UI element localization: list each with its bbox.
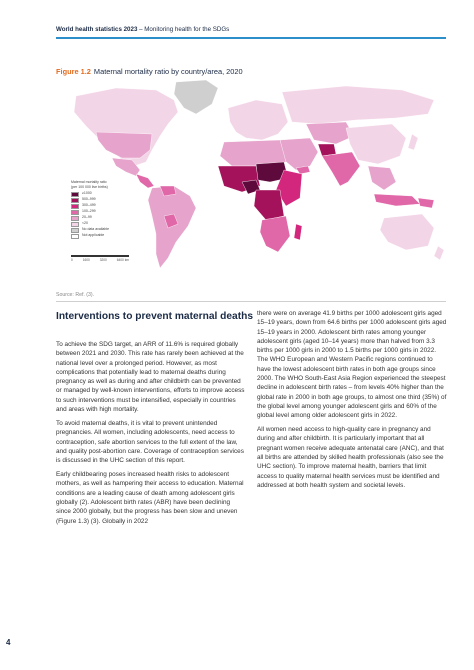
scale-label: 6400 km (116, 258, 129, 262)
map-region-afghanistan (318, 144, 336, 156)
right-column (257, 309, 447, 495)
report-title: World health statistics 2023 (56, 26, 138, 33)
page-number: 4 (6, 638, 11, 647)
legend-item (71, 233, 109, 239)
map-legend (71, 181, 109, 239)
figure-title (56, 67, 243, 76)
paragraph: To achieve the SDG target, an ARR of 11.6% is required globally between 2021 and 2030. This rate has rarely been achieved at the national level over a prolonged period. However, as most complications that potentially lead to maternal deaths during pregnancy as well as during and after childbirth can be prevented or managed by well-known interventions, efforts to improve access to such interventions must be intensified, especially in countries and areas with high mortality. (56, 341, 245, 414)
legend-swatch (71, 210, 79, 215)
running-header (0, 0, 474, 38)
map-region-north-africa (220, 140, 286, 166)
legend-label: ≥1000 (82, 191, 92, 196)
map-region-southern-africa (260, 216, 290, 252)
legend-swatch (71, 198, 79, 203)
legend-subtitle: (per 100 000 live births) (71, 185, 108, 189)
figure-divider (56, 301, 446, 302)
map-region-central-africa (254, 190, 284, 220)
map-region-central-america (136, 174, 154, 188)
header-rule (56, 37, 446, 39)
paragraph: there were on average 41.9 births per 1000 adolescent girls aged 15–19 years, down from 64.6 births per 1000 adolescent girls aged 15–19 years in 2000. Adolescent birth rates among younger adolescent girls (aged 10–14 years) more than halved from 3.3 births per 1000 girls in 2000 to 1.5 births per 1000 girls in 2022. The WHO European and Western Pacific regions continued to have the lowest adolescent birth rates in both age groups since 2000. The WHO South-East Asia Region experienced the steepest decline in adolescent birth rates – from levels 40% higher than the global rate in 2000 in both age groups, to almost one third (35%) of the global level among younger adolescent girls and 60% of the global level among older adolescent girls in 2022. (257, 310, 447, 420)
legend-swatch (71, 222, 79, 227)
legend-label: <20 (82, 221, 88, 226)
map-region-europe (228, 100, 288, 140)
legend-label: No data available (82, 227, 110, 232)
legend-swatch (71, 234, 79, 239)
map-region-usa (96, 132, 152, 158)
legend-label: 300–499 (82, 203, 96, 208)
map-region-png (418, 198, 434, 208)
world-map-svg (56, 78, 448, 274)
figure-caption: Maternal mortality ratio by country/area, 2020 (93, 67, 243, 76)
paragraph: All women need access to high-quality care in pregnancy and during and after childbirth. It is particularly important that all pregnant women receive adequate antenatal care (ANC), and that all births are attended by skilled health professionals (also see the UHC section). To improve maternal health, barriers that limit access to quality maternal health services must be identified and addressed at both health system and societal levels. (257, 426, 444, 489)
legend-title: Maternal mortality ratio (71, 180, 107, 184)
report-subtitle: Monitoring health for the SDGs (144, 26, 230, 33)
legend-swatch (71, 228, 79, 233)
map-region-middle-east (280, 138, 318, 170)
map-region-south-america (148, 186, 196, 268)
section-heading: Interventions to prevent maternal deaths (56, 311, 254, 322)
map-scale-bar (71, 255, 129, 262)
map-region-madagascar (294, 224, 302, 240)
scale-label: 1600 (82, 258, 90, 262)
map-region-new-zealand (434, 246, 444, 260)
scale-bar-graphic (71, 255, 129, 257)
scale-label: 3200 (99, 258, 107, 262)
figure-source: Source: Ref. (3). (56, 292, 95, 298)
world-map (56, 78, 448, 274)
map-region-southeast-asia (368, 166, 396, 190)
map-region-indonesia (374, 194, 420, 206)
map-region-greenland (174, 80, 218, 114)
legend-swatch (71, 204, 79, 209)
legend-label: Not applicable (82, 233, 105, 238)
figure-number: Figure 1.2 (56, 67, 91, 76)
map-region-south-asia (322, 152, 360, 186)
map-region-australia (380, 214, 434, 250)
paragraph: To avoid maternal deaths, it is vital to prevent unintended pregnancies. All women, including adolescents, need access to contraception, safe abortion services to the full extent of the law, and quality post-abortion care. Coverage of contraception services is discussed in the UHC section of this report. (56, 419, 244, 465)
legend-label: 500–999 (82, 197, 96, 202)
legend-swatch (71, 192, 79, 197)
scale-label: 0 (71, 258, 73, 262)
legend-label: 100–299 (82, 209, 96, 214)
map-region-russia (282, 86, 434, 124)
map-region-central-asia (306, 122, 354, 144)
legend-swatch (71, 216, 79, 221)
running-header-text: World health statistics 2023 – Monitoring health for the SDGs (56, 26, 230, 33)
legend-label: 20–99 (82, 215, 92, 220)
map-region-japan (408, 134, 418, 150)
paragraph: Early childbearing poses increased health risks to adolescent mothers, as well as hampering their access to education. Maternal conditions are a leading cause of death among adolescent girls globally (2). Adolescent birth rates (ABR) have been declining since 2000 globally, but the progress has been slow and uneven (Figure 1.3) (3). Globally in 2022 (56, 471, 244, 525)
left-column (56, 340, 246, 530)
